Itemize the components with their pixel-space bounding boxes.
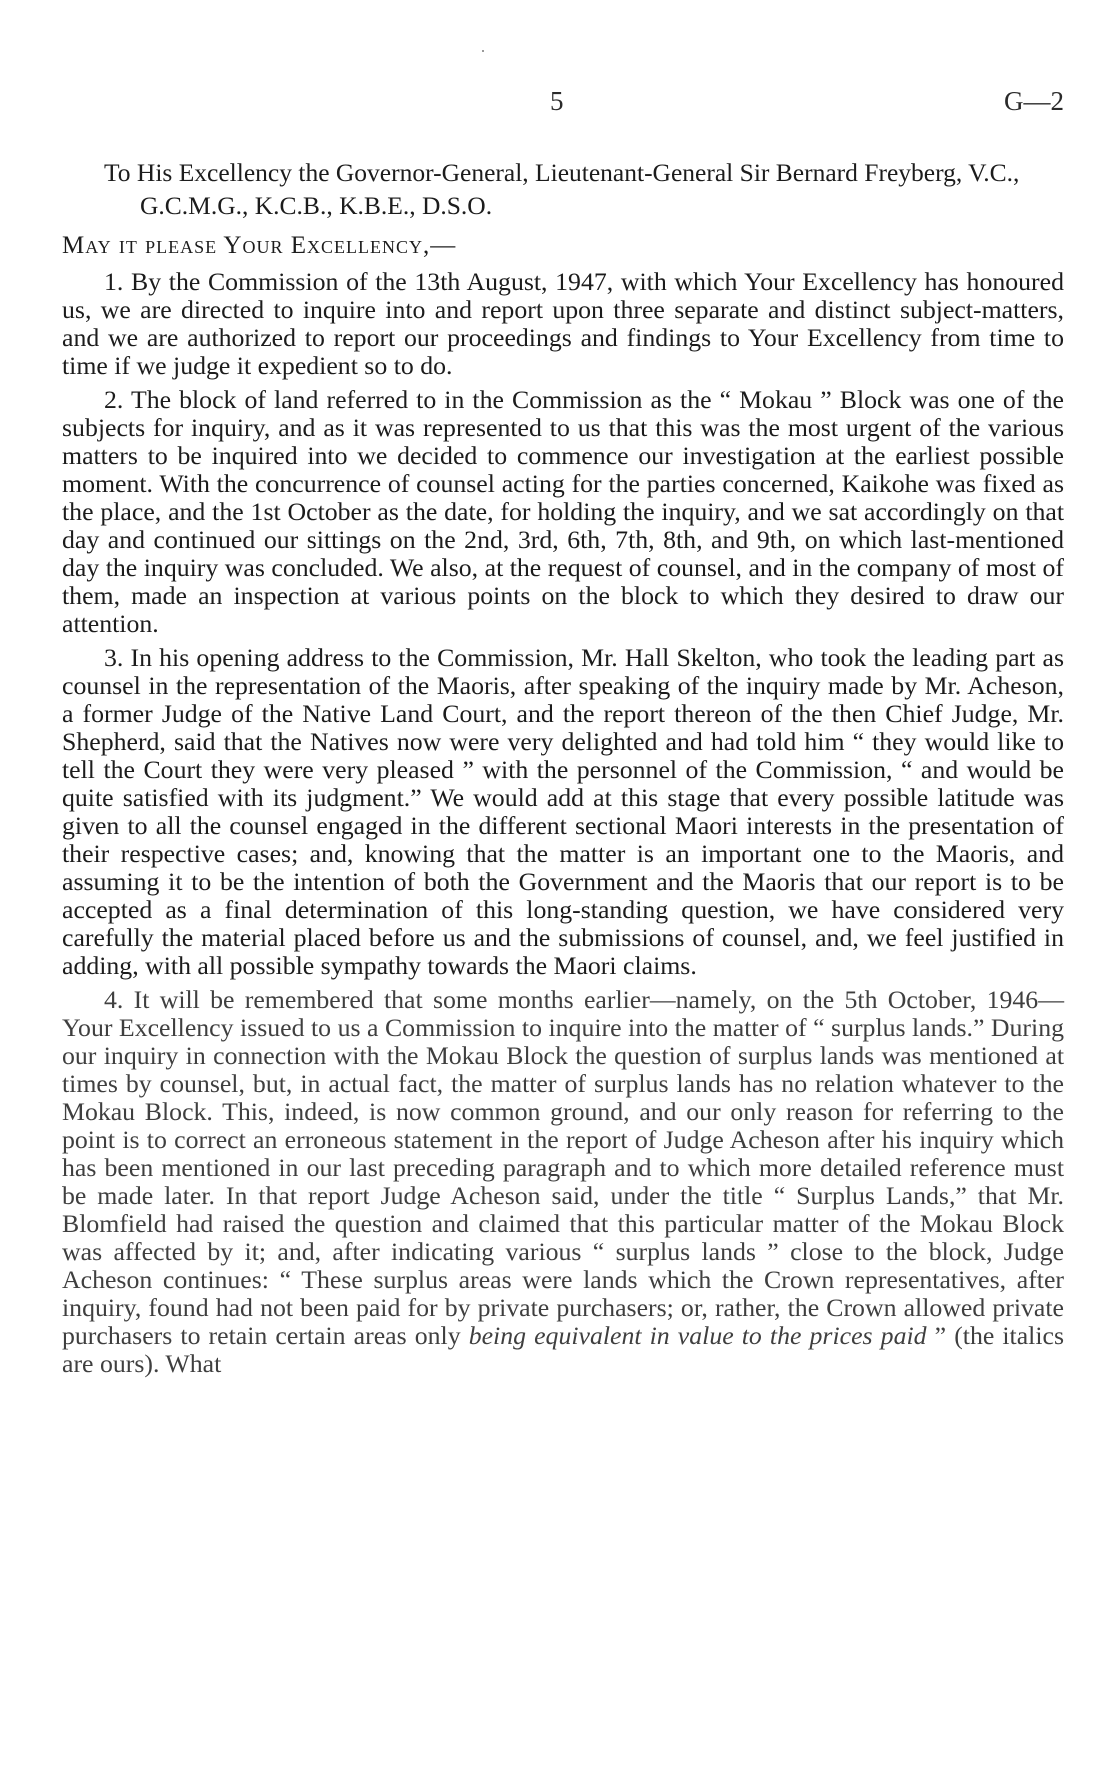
paragraph-4-text: 4. It will be remembered that some months earlier—namely, on the 5th October, 1946—Your Excellency issued to us a Commission to inquire into the matter of “ surplus lands.” During our inquiry in connection with the Mokau Block the question of surplus lands was mentioned at times by counsel, but, in actual fact, the matter of surplus lands has no relation whatever to the Mokau Block. This, indeed, is now common ground, and our only reason for referring to the point is to correct an erroneous statement in the report of Judge Acheson after his inquiry which has been mentioned in our last preceding paragraph and to which more detailed reference must be made later. In that report Judge Acheson said, under the title “ Surplus Lands,” that Mr. Blomfield had raised the question and claimed that this particular matter of the Mokau Block was affected by it; and, after indicating various “ surplus lands ” close to the block, Judge Acheson continues: “ These surplus areas were lands which the Crown representatives, after inquiry, found had not been paid for by private purchasers; or, rather, the Crown allowed private purchasers to retain certain areas only <box>62 985 1064 1350</box>
document-reference: G—2 <box>1004 86 1064 116</box>
paragraph-4 <box>62 986 1064 1384</box>
document-page <box>62 0 1064 1779</box>
paragraph-3: 3. In his opening address to the Commission, Mr. Hall Skelton, who took the leading part as counsel in the representation of the Maoris, after speaking of the inquiry made by Mr. Acheson, a former Judge of the Native Land Court, and the report thereon of the then Chief Judge, Mr. Shepherd, said that the Natives now were very delighted and had told him “ they would like to tell the Court they were very pleased ” with the personnel of the Commission, “ and would be quite satisfied with its judgment.” We would add at this stage that every possible latitude was given to all the counsel engaged in the different sectional Maori interests in the presentation of their respective cases; and, knowing that the matter is an important one to the Maoris, and assuming it to be the intention of both the Government and the Maoris that our report is to be accepted as a final determination of this long-standing question, we have considered very carefully the material placed before us and the submissions of counsel, and, we feel justified in adding, with all possible sympathy towards the Maori claims. <box>62 643 1064 980</box>
salutation: May it please Your Excellency,— <box>62 232 457 259</box>
body-text <box>62 268 1064 1384</box>
scan-speck <box>482 50 484 52</box>
paragraph-4-italic-quote: being equivalent in value to the prices paid <box>468 1321 927 1350</box>
paragraph-1: 1. By the Commission of the 13th August, 1947, with which Your Excellency has honoured us, we are directed to inquire into and report upon three separate and distinct subject-matters, and we are authorized to report our proceedings and findings to Your Excellency from time to time if we judge it expedient so to do. <box>62 267 1064 380</box>
paragraph-4-text-end: ” (the italics are ours). What <box>62 1321 1064 1378</box>
paragraph-2: 2. The block of land referred to in the Commission as the “ Mokau ” Block was one of the subjects for inquiry, and as it was represented to us that this was the most urgent of the various matters to be inquired into we decided to commence our investigation at the earliest possible moment. With the concurrence of counsel acting for the parties concerned, Kaikohe was fixed as the place, and the 1st October as the date, for holding the inquiry, and we sat accordingly on that day and continued our sittings on the 2nd, 3rd, 6th, 7th, 8th, and 9th, on which last-mentioned day the inquiry was concluded. We also, at the request of counsel, and in the company of most of them, made an inspection at various points on the block to which they desired to draw our attention. <box>62 385 1064 638</box>
page-number: 5 <box>550 86 564 116</box>
addressee-line: To His Excellency the Governor-General, Lieutenant-General Sir Bernard Freyberg, V.C., G.C.M.G., K.C.B., K.B.E., D.S.O. <box>104 158 1020 220</box>
